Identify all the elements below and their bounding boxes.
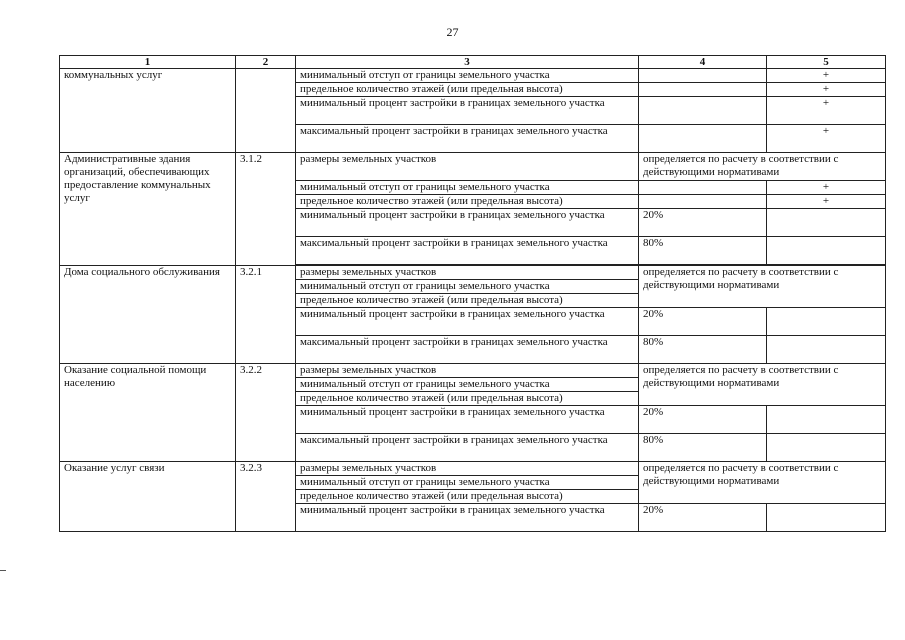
parameter-name: максимальный процент застройки в границах земельного участка — [296, 125, 639, 153]
use-type-code: 3.2.2 — [236, 364, 296, 462]
margin-mark — [0, 570, 6, 571]
use-type-code: 3.2.3 — [236, 462, 296, 532]
parameter-name: минимальный отступ от границы земельного участка — [296, 69, 639, 83]
parameter-name: максимальный процент застройки в границах земельного участка — [296, 434, 639, 462]
parameter-flag — [767, 336, 886, 364]
parameter-name: предельное количество этажей (или предельная высота) — [296, 490, 639, 504]
header-col-3: 3 — [296, 56, 639, 69]
parameter-name: максимальный процент застройки в границах земельного участка — [296, 237, 639, 265]
parameter-name: предельное количество этажей (или предельная высота) — [296, 392, 639, 406]
parameter-flag — [767, 237, 886, 265]
table-row — [60, 462, 886, 476]
use-type-name: коммунальных услуг — [60, 69, 236, 153]
parameter-flag — [767, 434, 886, 462]
use-type-name: Административные здания организаций, обеспечивающих предоставление коммунальных услуг — [60, 153, 236, 266]
parameter-name: предельное количество этажей (или предельная высота) — [296, 294, 639, 308]
parameter-flag — [767, 209, 886, 237]
parameter-value: определяется по расчету в соответствии с действующими нормативами — [639, 153, 886, 181]
parameter-value: 20% — [639, 308, 767, 336]
parameter-name: минимальный процент застройки в границах земельного участка — [296, 308, 639, 336]
parameter-value — [639, 195, 767, 209]
header-col-1: 1 — [60, 56, 236, 69]
table-row — [60, 364, 886, 378]
parameter-name: минимальный процент застройки в границах земельного участка — [296, 209, 639, 237]
parameter-value: 20% — [639, 406, 767, 434]
parameter-value — [639, 97, 767, 125]
parameter-name: минимальный отступ от границы земельного участка — [296, 181, 639, 195]
parameter-name: минимальный отступ от границы земельного участка — [296, 378, 639, 392]
parameter-value: 20% — [639, 504, 767, 532]
parameter-value — [639, 69, 767, 83]
parameter-flag: + — [767, 83, 886, 97]
parameter-value — [639, 125, 767, 153]
parameter-name: размеры земельных участков — [296, 364, 639, 378]
table-row — [60, 266, 886, 280]
header-col-2: 2 — [236, 56, 296, 69]
parameter-value: 20% — [639, 209, 767, 237]
parameter-flag: + — [767, 97, 886, 125]
parameter-flag: + — [767, 69, 886, 83]
header-col-4: 4 — [639, 56, 767, 69]
header-row — [60, 56, 886, 69]
parameter-value: определяется по расчету в соответствии с действующими нормативами — [639, 266, 886, 308]
parameter-name: минимальный отступ от границы земельного участка — [296, 476, 639, 490]
parameter-value: 80% — [639, 336, 767, 364]
parameter-name: размеры земельных участков — [296, 462, 639, 476]
parameter-value: определяется по расчету в соответствии с действующими нормативами — [639, 462, 886, 504]
use-type-code — [236, 69, 296, 153]
parameter-name: максимальный процент застройки в границах земельного участка — [296, 336, 639, 364]
parameter-name: размеры земельных участков — [296, 153, 639, 181]
parameter-name: предельное количество этажей (или предельная высота) — [296, 83, 639, 97]
parameter-flag: + — [767, 125, 886, 153]
use-type-name: Оказание социальной помощи населению — [60, 364, 236, 462]
parameter-value — [639, 181, 767, 195]
zoning-parameters-table — [59, 55, 886, 532]
use-type-name: Дома социального обслуживания — [60, 266, 236, 364]
table-row — [60, 69, 886, 83]
parameter-name: минимальный процент застройки в границах земельного участка — [296, 406, 639, 434]
parameter-name: предельное количество этажей (или предельная высота) — [296, 195, 639, 209]
parameter-flag — [767, 504, 886, 532]
page-number: 27 — [446, 25, 459, 39]
parameter-name: минимальный процент застройки в границах земельного участка — [296, 97, 639, 125]
parameter-value — [639, 83, 767, 97]
parameter-value: 80% — [639, 237, 767, 265]
parameter-value: определяется по расчету в соответствии с действующими нормативами — [639, 364, 886, 406]
parameter-flag — [767, 406, 886, 434]
use-type-code: 3.1.2 — [236, 153, 296, 266]
parameter-flag: + — [767, 195, 886, 209]
parameter-value: 80% — [639, 434, 767, 462]
use-type-name: Оказание услуг связи — [60, 462, 236, 532]
parameter-name: минимальный отступ от границы земельного участка — [296, 280, 639, 294]
header-col-5: 5 — [767, 56, 886, 69]
use-type-code: 3.2.1 — [236, 266, 296, 364]
parameter-flag — [767, 308, 886, 336]
table-row — [60, 153, 886, 181]
parameter-name: размеры земельных участков — [296, 266, 639, 280]
parameter-flag: + — [767, 181, 886, 195]
parameter-name: минимальный процент застройки в границах земельного участка — [296, 504, 639, 532]
